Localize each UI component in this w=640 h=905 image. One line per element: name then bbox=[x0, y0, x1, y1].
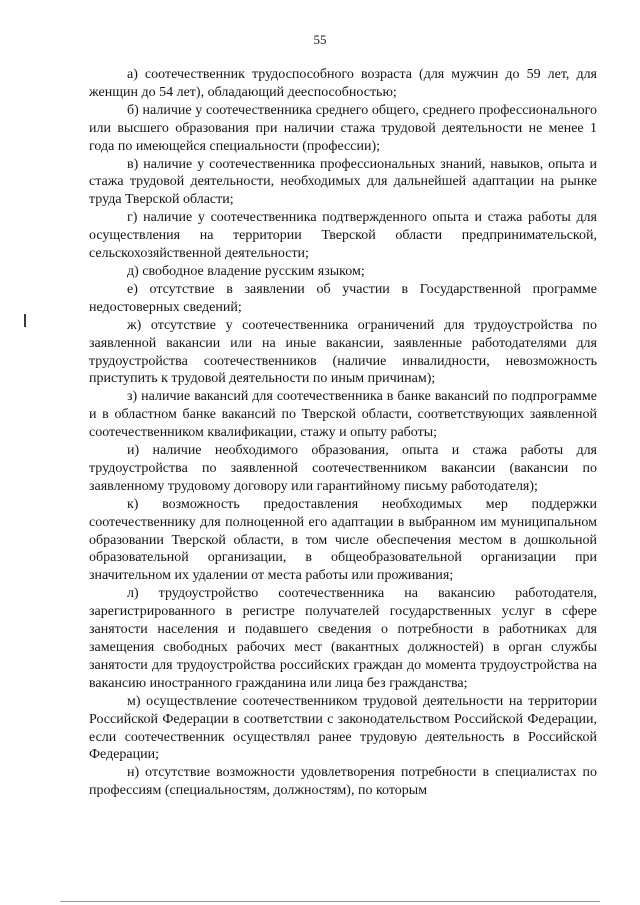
criterion-v: в) наличие у соотечественника профессиональных знаний, навыков, опыта и стажа трудовой деятельности, необходимых для дальнейшей адаптации на рынке труда Тверской области; bbox=[89, 156, 597, 208]
criterion-d: д) свободное владение русским языком; bbox=[127, 263, 365, 279]
page-number: 55 bbox=[313, 32, 327, 47]
criterion-g: г) наличие у соотечественника подтвержденного опыта и стажа работы для осуществления на территории Тверской области предпринимательской, сельскохозяйственной деятельности; bbox=[89, 210, 597, 262]
page-bottom-edge bbox=[60, 901, 600, 902]
criterion-e: е) отсутствие в заявлении об участии в Государственной программе недостоверных сведений; bbox=[89, 281, 597, 315]
criterion-a: а) соотечественник трудоспособного возраста (для мужчин до 59 лет, для женщин до 54 лет), обладающий дееспособностью; bbox=[89, 67, 597, 100]
criterion-b: б) наличие у соотечественника среднего общего, среднего профессионального или высшего образования при наличии стажа трудовой деятельности не менее 1 года по имеющейся специальности (профессии); bbox=[89, 102, 597, 154]
criterion-zh: ж) отсутствие у соотечественника ограничений для трудоустройства по заявленной вакансии или на иные вакансии, заявленные работодателями для трудоустройства соотечественников (наличие инвалидности, невозможность приступить к трудовой деятельности по иным причинам); bbox=[89, 317, 597, 387]
criterion-n: н) отсутствие возможности удовлетворения потребности в специалистах по профессиям (специальностям, должностям), по которым bbox=[89, 765, 597, 799]
document-body bbox=[89, 66, 597, 800]
criterion-z: з) наличие вакансий для соотечественника в банке вакансий по подпрограмме и в областном банке вакансий по Тверской области, соответствующих заявленной соотечественником квалификации, стажу и опыту работы; bbox=[89, 389, 597, 441]
criterion-l: л) трудоустройство соотечественника на вакансию работодателя, зарегистрированного в регистре получателей государственных услуг в сфере занятости населения и подавшего сведения о потребности в работниках для замещения свободных рабочих мест (вакантных должностей) в орган службы занятости для трудоустройства российских граждан до момента трудоустройства на вакансию иностранного гражданина или лица без гражданства; bbox=[89, 586, 597, 691]
scan-margin-mark bbox=[24, 314, 26, 327]
criterion-k: к) возможность предоставления необходимых мер поддержки соотечественнику для полноценной его адаптации в выбранном им муниципальном образовании Тверской области, в том числе обеспечения местом в дошкольной образовательной организации, в общеобразовательной организации при значительном их удалении от места работы или проживания; bbox=[89, 496, 597, 584]
criterion-m: м) осуществление соотечественником трудовой деятельности на территории Российской Федерации в соответствии с законодательством Российской Федерации, если соотечественник осуществлял ранее трудовую деятельность в Российской Федерации; bbox=[89, 693, 597, 763]
criterion-i: и) наличие необходимого образования, опыта и стажа работы для трудоустройства по заявленной соотечественником вакансии (вакансии по заявленному трудовому договору или гарантийному письму работодателя); bbox=[89, 443, 597, 494]
